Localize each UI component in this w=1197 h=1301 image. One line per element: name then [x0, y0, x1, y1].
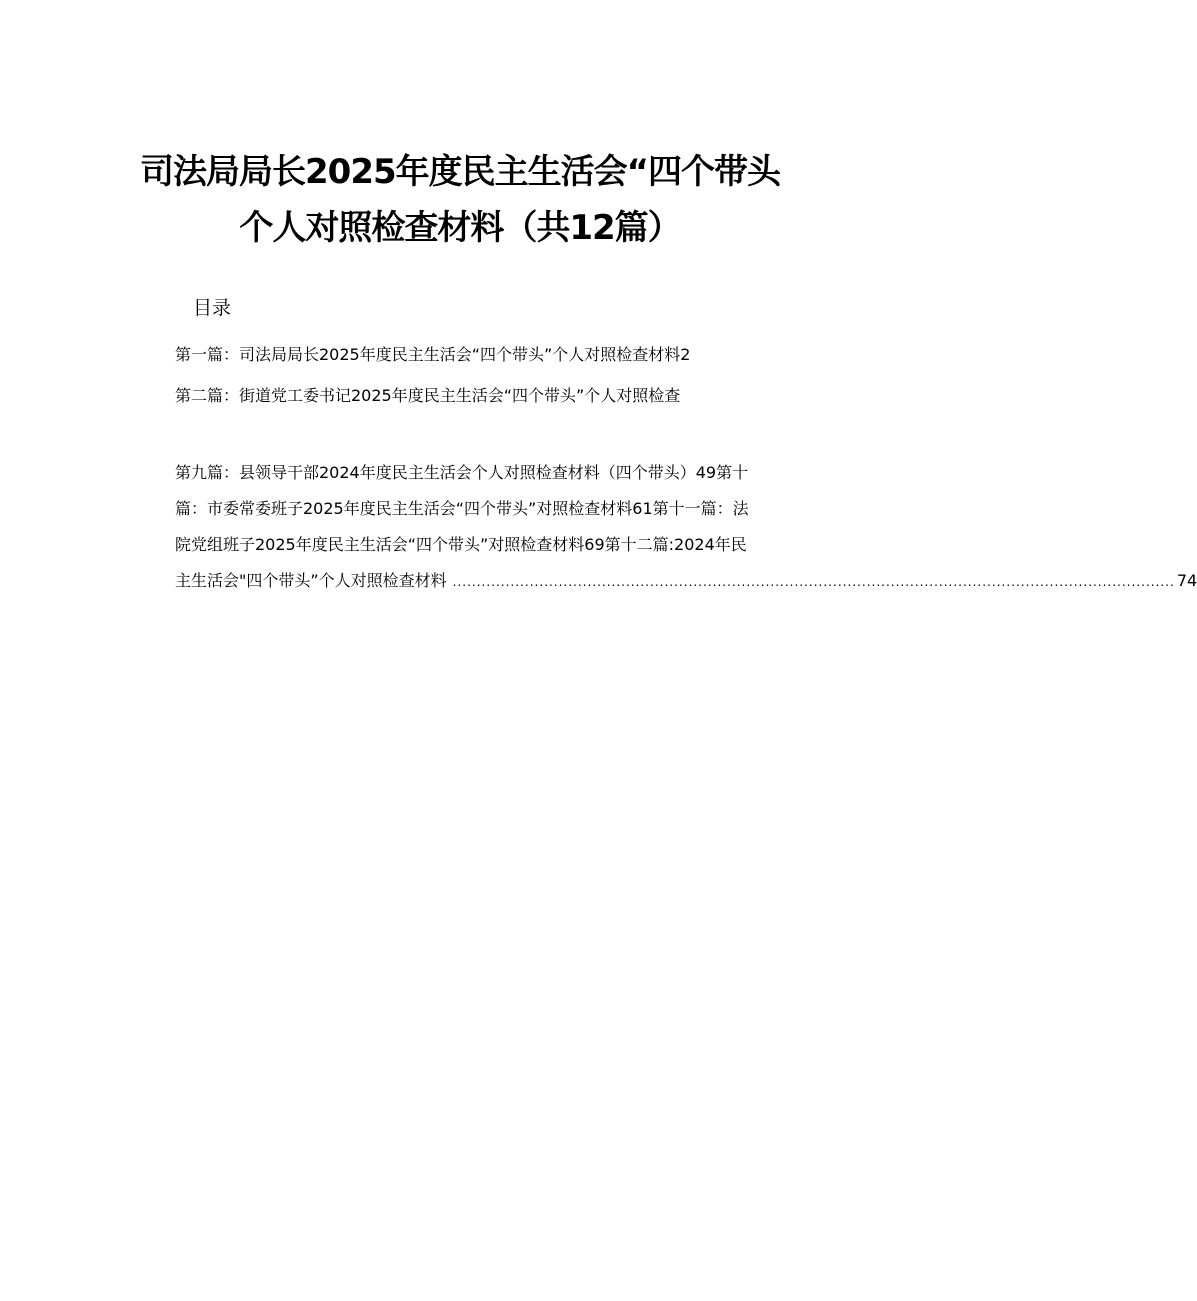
- document-title-line-1: 司法局局长2025年度民主生活会“四个带头: [140, 152, 780, 192]
- toc-paragraph-line[interactable]: 院党组班子2025年度民主生活会“四个带头”对照检查材料69第十二篇:2024年民: [175, 535, 747, 554]
- toc-paragraph-line[interactable]: 篇：市委常委班子2025年度民主生活会“四个带头”对照检查材料61第十一篇：法: [175, 499, 749, 518]
- toc-last-entry[interactable]: [175, 563, 1197, 599]
- toc-paragraph-line[interactable]: 第九篇：县领导干部2024年度民主生活会个人对照检查材料（四个带头）49第十: [175, 463, 749, 482]
- toc-paragraph: [175, 455, 1197, 599]
- toc-leader-dots: ......................................................................................................................................................: [452, 575, 1175, 589]
- document-title-line-2: 个人对照检查材料（共12篇）: [239, 208, 681, 248]
- toc-heading: 目录: [193, 297, 232, 319]
- toc-entry-1[interactable]: 第一篇：司法局局长2025年度民主生活会“四个带头”个人对照检查材料2: [175, 345, 691, 364]
- toc-page-number: 74: [1176, 571, 1197, 590]
- toc-last-entry-text: 主生活会"四个带头”个人对照检查材料: [175, 571, 447, 590]
- toc-entry-2[interactable]: 第二篇：街道党工委书记2025年度民主生活会“四个带头”个人对照检查: [175, 386, 681, 405]
